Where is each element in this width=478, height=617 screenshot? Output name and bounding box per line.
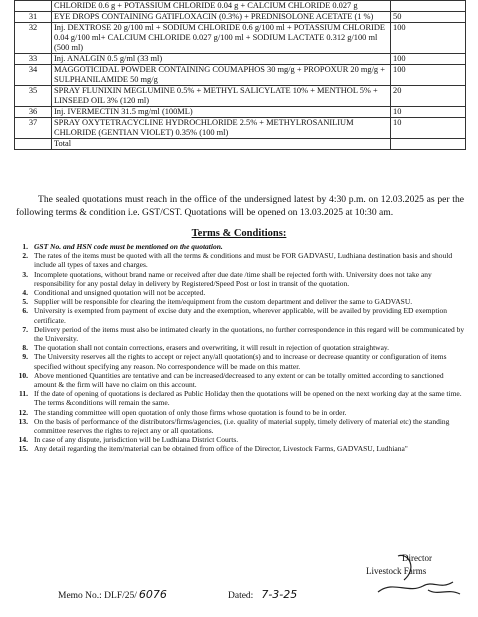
term-number: 4.: [22, 288, 28, 298]
term-number: 10.: [18, 370, 28, 380]
dated-handwritten-value: 7-3-25: [261, 588, 298, 601]
item-description: SPRAY FLUNIXIN MEGLUMINE 0.5% + METHYL SALICYLATE 10% + MENTHOL 5% + LINSEED OIL 3% (120 ml): [52, 86, 391, 107]
quantity: 10: [391, 118, 466, 139]
submission-notice: The sealed quotations must reach in the office of the undersigned latest by 4:30 p.m. on 12.03.2025 as per the following terms & condition i.e. GST/CST. Quotations will be opened on 13.03.2025 at 10:30 am.: [16, 194, 464, 218]
table-row: [15, 12, 466, 23]
term-number: 15.: [18, 444, 28, 454]
term-number: 6.: [22, 306, 28, 316]
terms-heading: Terms & Conditions:: [191, 228, 287, 239]
term-number: 14.: [18, 435, 28, 445]
term-item: [14, 352, 466, 370]
term-number: 7.: [22, 324, 28, 334]
signatory-title: Director: [402, 553, 432, 563]
row-number: 33: [15, 54, 52, 65]
table-row: [15, 65, 466, 86]
items-table: [14, 0, 466, 150]
term-text: Any detail regarding the item/material can be obtained from office of the Director, Livestock Farms, GADVASU, Ludhiana": [34, 444, 408, 454]
item-description: Inj. ANALGIN 0.5 g/ml (33 ml): [52, 54, 391, 65]
row-number: 31: [15, 12, 52, 23]
term-item: [14, 251, 466, 269]
memo-handwritten-number: 6076: [138, 588, 167, 601]
item-description: Inj. IVERMECTIN 31.5 mg/ml (100ML): [52, 107, 391, 118]
term-text: University is exempted from payment of excise duty and the exemption, wherever applicable, will be availed by providing ED exemption certificate.: [34, 306, 448, 325]
term-text: GST No. and HSN code must be mentioned on the quotation.: [34, 242, 223, 251]
item-description: Inj. DEXTROSE 20 g/100 ml + SODIUM CHLORIDE 0.6 g/100 ml + POTASSIUM CHLORIDE 0.04 g/100 ml+ CALCIUM CHLORIDE 0.027 g/100 ml + SODIUM LACTATE 0.312 g/100 ml (500 ml): [52, 23, 391, 54]
term-item: [14, 270, 466, 288]
dated-field: [228, 588, 297, 601]
item-description: CHLORIDE 0.6 g + POTASSIUM CHLORIDE 0.04 g + CALCIUM CHLORIDE 0.027 g: [52, 1, 391, 12]
table-row: [15, 118, 466, 139]
table-row: [15, 23, 466, 54]
quantity: 10: [391, 107, 466, 118]
row-number: 32: [15, 23, 52, 54]
term-item: [14, 389, 466, 407]
quantity: 100: [391, 23, 466, 54]
quantity: 50: [391, 12, 466, 23]
term-number: 11.: [19, 389, 28, 399]
term-item: [14, 288, 466, 297]
term-number: 13.: [18, 416, 28, 426]
term-text: In case of any dispute, jurisdiction will be Ludhiana District Courts.: [34, 435, 239, 445]
table-row: [15, 139, 466, 150]
term-item: [14, 343, 466, 352]
term-text: If the date of opening of quotations is declared as Public Holiday then the quotations will be opened on the next working day at the same time. The terms &conditions will remain the same.: [34, 389, 462, 408]
term-item: [14, 408, 466, 417]
term-item: [14, 444, 466, 453]
row-number: 37: [15, 118, 52, 139]
quantity: 100: [391, 65, 466, 86]
term-number: 9.: [22, 352, 28, 362]
signatory-office: Livestock Farms: [366, 566, 427, 576]
row-number: 35: [15, 86, 52, 107]
term-text: Supplier will be responsible for clearing the item/equipment from the custom department and deliver the same to GADVASU.: [34, 297, 413, 307]
term-text: The quotation shall not contain corrections, erasers and overwriting, it will result in rejection of quotation straightway.: [34, 343, 390, 353]
term-text: The standing committee will open quotation of only those firms whose quotation is found to be in order.: [34, 407, 347, 417]
quantity: [391, 139, 466, 150]
term-item: [14, 371, 466, 389]
item-description: Total: [52, 139, 391, 150]
term-number: 3.: [22, 269, 28, 279]
quantity: 20: [391, 86, 466, 107]
term-item: [14, 297, 466, 306]
term-text: The University reserves all the rights to accept or reject any/all quotation(s) and to increase or decrease quantity or configuration of items specified without specifying any reason. No correspondence will be made on this matter.: [34, 352, 447, 371]
term-text: Delivery period of the items must also be intimated clearly in the quotations, no further correspondence in this regard will be communicated by the University.: [34, 324, 465, 344]
term-text: Above mentioned Quantities are tentative and can be increased/decreased to any extent or can be totally omitted according to sanctioned amount & the firm will have no claim on this account.: [34, 370, 444, 390]
table-row: [15, 86, 466, 107]
term-text: The rates of the items must be quoted with all the terms & conditions and must be FOR GADVASU, Ludhiana destination basis and should include all types of taxes and charges.: [34, 251, 453, 270]
item-description: EYE DROPS CONTAINING GATIFLOXACIN (0.3%) + PREDNISOLONE ACETATE (1 %): [52, 12, 391, 23]
item-description: MAGGOTICIDAL POWDER CONTAINING COUMAPHOS 30 mg/g + PROPOXUR 20 mg/g + SULPHANILAMIDE 50 mg/g: [52, 65, 391, 86]
dated-label: Dated:: [228, 591, 254, 601]
table-row: [15, 54, 466, 65]
row-number: 34: [15, 65, 52, 86]
term-number: 5.: [22, 297, 28, 307]
row-number: 36: [15, 107, 52, 118]
memo-label: Memo No.: DLF/25/: [58, 591, 137, 601]
term-item: [14, 435, 466, 444]
memo-number: [58, 588, 167, 601]
term-item: [14, 242, 466, 251]
row-number: [15, 139, 52, 150]
term-text: Conditional and unsigned quotation will not be accepted.: [34, 288, 206, 298]
term-number: 1.: [22, 242, 28, 251]
term-number: 8.: [22, 343, 28, 353]
terms-list: [14, 242, 466, 454]
table-row: [15, 107, 466, 118]
term-item: [14, 306, 466, 324]
term-text: Incomplete quotations, without brand name or received after due date /time shall be rejected forth with. University does not take any responsibility for any postal delay in delivery by Registered/Speed Post or lost in transit of the quotation.: [34, 269, 432, 288]
term-item: [14, 325, 466, 343]
term-text: On the basis of performance of the distributors/firms/agencies, (i.e. quality of material supply, timely delivery of material etc) the standing committee reserves the rights to reject any or all quotations.: [34, 416, 450, 436]
quantity: [391, 1, 466, 12]
table-row: [15, 1, 466, 12]
item-description: SPRAY OXYTETRACYCLINE HYDROCHLORIDE 2.5% + METHYLROSANILIUM CHLORIDE (GENTIAN VIOLET) 0.35% (100 ml): [52, 118, 391, 139]
term-number: 12.: [18, 407, 28, 417]
quantity: 100: [391, 54, 466, 65]
term-item: [14, 417, 466, 435]
row-number: [15, 1, 52, 12]
term-number: 2.: [22, 251, 28, 261]
